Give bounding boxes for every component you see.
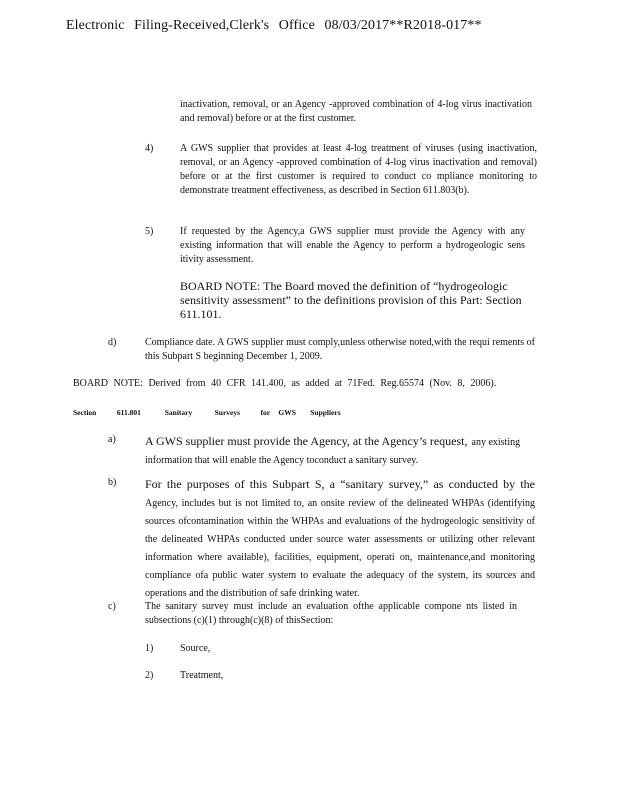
section-label: Section: [73, 408, 97, 417]
subsection-a: [145, 432, 535, 468]
subsection-c2-text: Treatment,: [180, 670, 224, 681]
section-heading: [73, 408, 341, 417]
subsection-a-lead: A GWS supplier must provide the Agency, at the Agency’s request,: [145, 434, 468, 448]
item-5-text: If requested by the Agency,a GWS supplier must provide the Agency with any existing information that will enable the Agency to perform a hydrogeologic sens itivity assessment.: [180, 226, 525, 265]
item-5-number: 5): [145, 226, 154, 237]
subsection-a-rest: any existing information that will enable the Agency toconduct a sanitary survey.: [145, 437, 521, 466]
section-title-word: Sanitary: [164, 408, 193, 417]
item-4-number: 4): [145, 143, 154, 154]
board-note-inner: BOARD NOTE: The Board moved the definition of “hydrogeologic sensitivity assessment” to the definitions provision of this Part: Section 611.101.: [180, 279, 522, 321]
subsection-b-number: b): [108, 477, 117, 488]
subsection-a-number: a): [108, 434, 116, 445]
section-title-word: GWS: [278, 408, 296, 417]
item-3-continuation: inactivation, removal, or an Agency -approved combination of 4-log virus inactivation and removal) before or at the first customer.: [180, 99, 532, 124]
subsection-b: [145, 475, 535, 601]
subsection-b-rest: Agency, includes but is not limited to, an onsite review of the delineated WHPAs (identifying sources ofcontamination within the WHPAs and evaluations of the hydrogeologic sensitivity of the delineated WHPAs conducted under source water assessments or utilizing other relevant information where available), facilities, equipment, operati on, maintenance,and monitoring compliance ofa public water system to evaluate the adequacy of the system, its sources and operations and the distribution of safe drinking water.: [145, 498, 535, 599]
subsection-c2-number: 2): [145, 670, 154, 681]
filing-header: Electronic Filing-Received,Clerk's Office 08/03/2017**R2018-017**: [66, 18, 482, 33]
subsection-c1-number: 1): [145, 643, 154, 654]
subsection-b-lead: For the purposes of this Subpart S, a “sanitary survey,” as conducted by the: [145, 477, 535, 491]
section-title-word: Surveys: [214, 408, 241, 417]
section-number: 611.801: [116, 408, 141, 417]
subsection-c-number: c): [108, 601, 116, 612]
item-d-number: d): [108, 337, 117, 348]
section-title-word: for: [260, 408, 271, 417]
subsection-c1-text: Source,: [180, 643, 211, 654]
section-title-word: Suppliers: [310, 408, 341, 417]
item-4-text: A GWS supplier that provides at least 4-log treatment of viruses (using inactivation, removal, or an Agency -approved combination of 4-log virus inactivation and removal) before or at the first customer is required to conduct co mpliance monitoring to demonstrate treatment effectiveness, as described in Section 611.803(b).: [180, 143, 537, 196]
subsection-c-text: The sanitary survey must include an evaluation ofthe applicable compone nts listed in subsections (c)(1) through(c)(8) of thisSection:: [145, 601, 517, 626]
board-note-outer: BOARD NOTE: Derived from 40 CFR 141.400, as added at 71Fed. Reg.65574 (Nov. 8, 2006).: [73, 378, 497, 389]
item-d-text: Compliance date. A GWS supplier must comply,unless otherwise noted,with the requi rements of this Subpart S beginning December 1, 2009.: [145, 337, 535, 362]
